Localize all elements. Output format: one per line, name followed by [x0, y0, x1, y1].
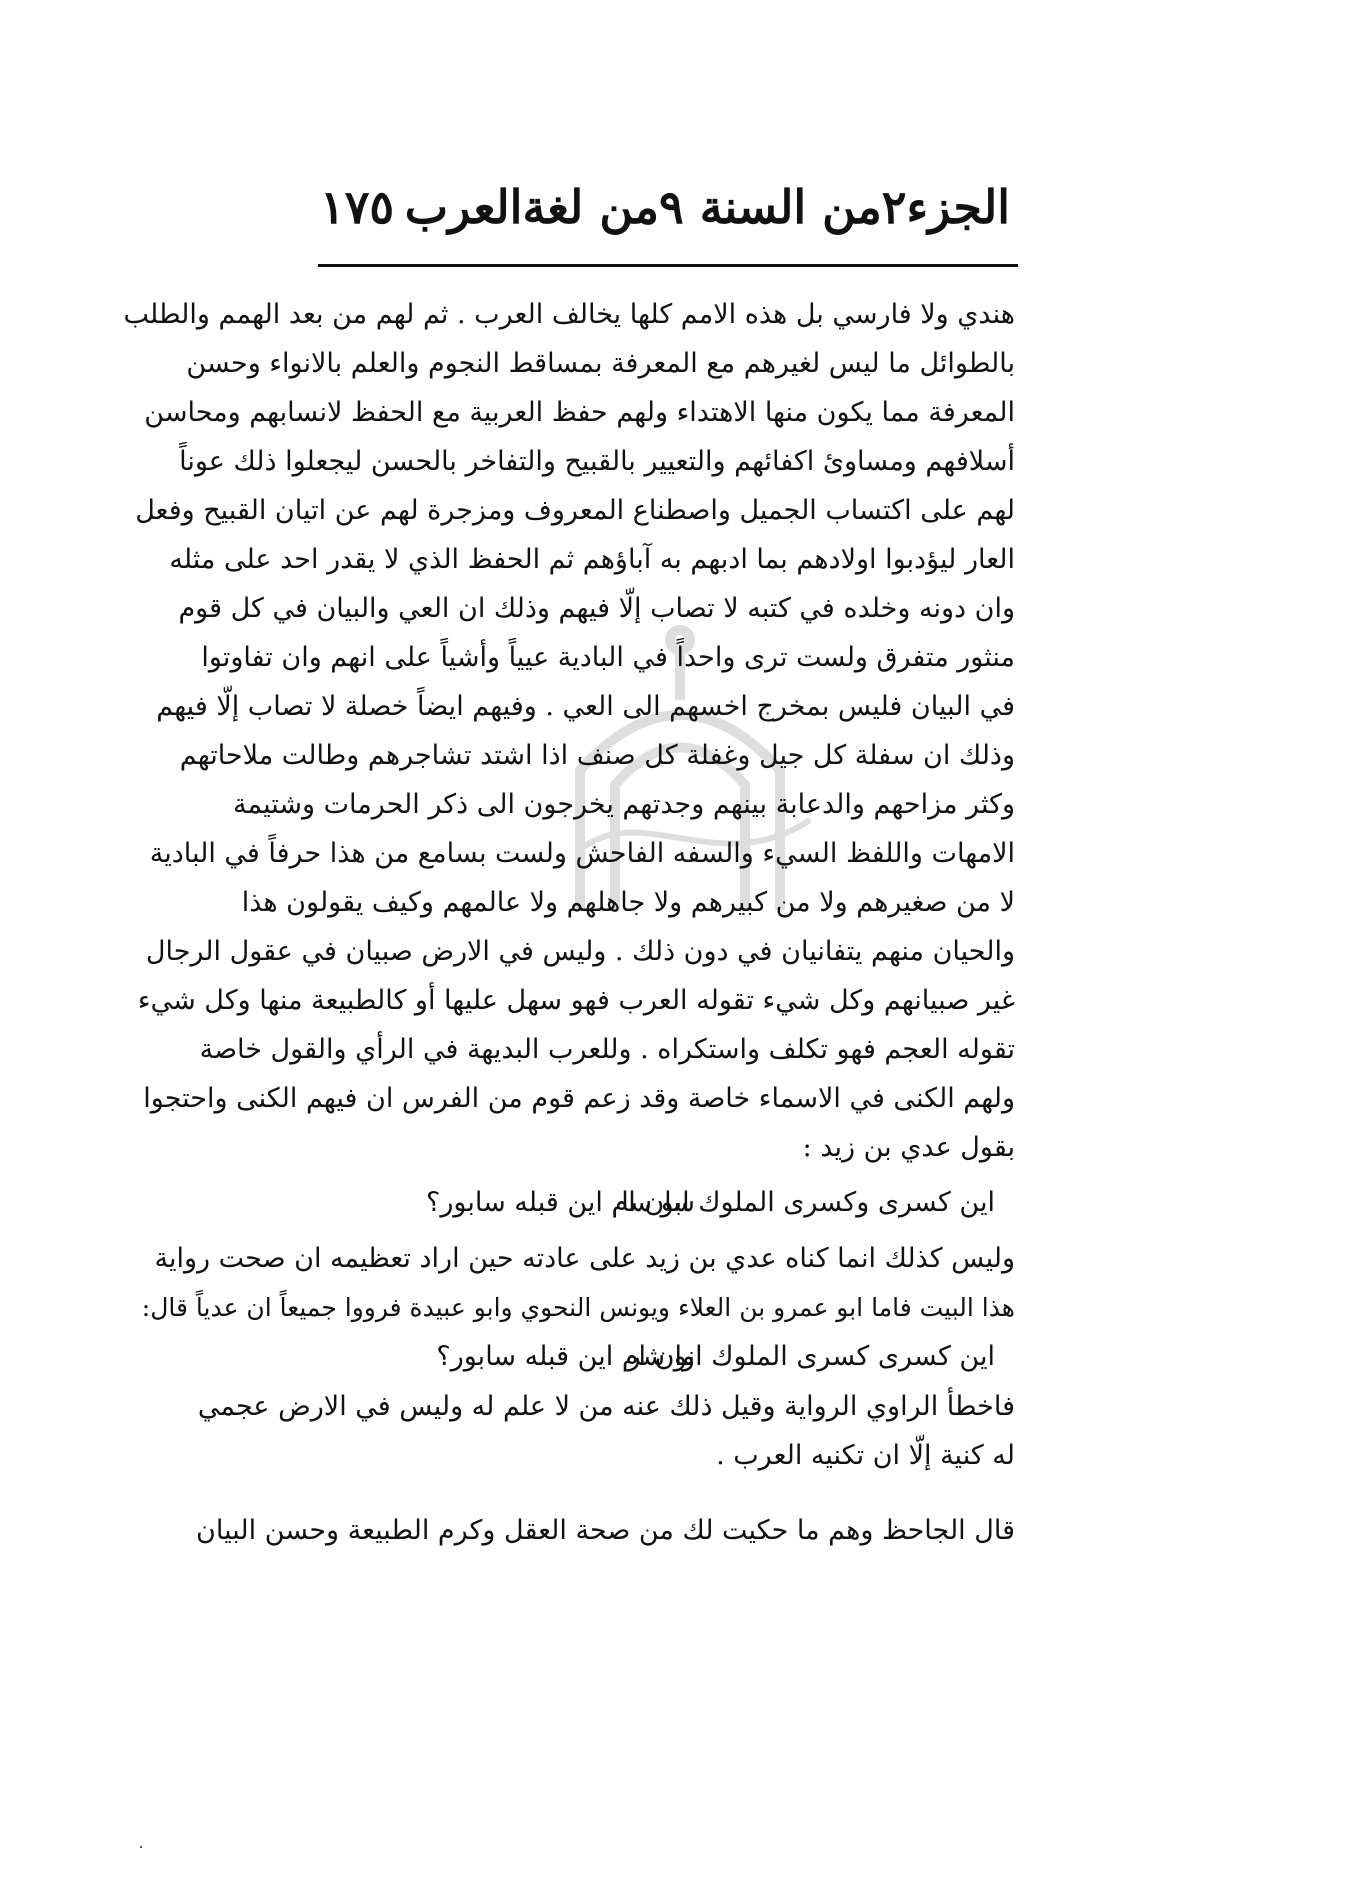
header-rule — [318, 264, 1018, 267]
paragraph-3 — [141, 1234, 1015, 1332]
paragraph-1 — [123, 290, 1015, 731]
verse-hemistich: اين كسرى كسرى الملوك انو شر — [627, 1341, 995, 1372]
text-line: وان دونه وخلده في كتبه لا تصاب إلّا فيهم وذلك ان العي والبيان في كل قوم — [178, 593, 1015, 624]
text-line: بقول عدي بن زيد : — [802, 1132, 1015, 1163]
text-line: ولهم الكنى في الاسماء خاصة وقد زعم قوم من الفرس ان فيهم الكنى واحتجوا — [143, 1083, 1015, 1114]
text-line: الامهات واللفظ السيء والسفه الفاحش ولست بسامع من هذا حرفاً في البادية — [149, 838, 1015, 869]
text-line: في البيان فليس بمخرج اخسهم الى العي . وفيهم ايضاً خصلة لا تصاب إلّا فيهم — [156, 691, 1015, 722]
page-number: ١٧٥ — [320, 180, 395, 234]
text-line: لهم على اكتساب الجميل واصطناع المعروف ومزجرة لهم عن اتيان القبيح وفعل — [135, 495, 1015, 526]
text-line: منثور متفرق ولست ترى واحداً في البادية عيياً وأشياً على انهم وان تفاوتوا — [201, 642, 1015, 673]
text-line: غير صبيانهم وكل شيء تقوله العرب فهو سهل عليها أو كالطبيعة منها وكل شيء — [137, 985, 1015, 1016]
poem-verse-2 — [325, 1332, 1015, 1382]
text-line: المعرفة مما يكون منها الاهتداء ولهم حفظ العربية مع الحفظ لانسابهم ومحاسن — [144, 397, 1015, 428]
verse-hemistich: وان ام اين قبله سابور؟ — [436, 1341, 695, 1372]
text-line: والحيان منهم يتفانيان في دون ذلك . وليس في الارض صبيان في عقول الرجال — [145, 936, 1015, 967]
poem-verse-1 — [325, 1172, 1015, 1234]
page-header — [320, 180, 1010, 250]
page-body — [123, 290, 1015, 1555]
text-line: وليس كذلك انما كناه عدي بن زيد على عادته حين اراد تعظيمه ان صحت رواية — [154, 1243, 1015, 1274]
text-line: لا من صغيرهم ولا من كبيرهم ولا جاهلهم ولا عالمهم وكيف يقولون هذا — [241, 887, 1015, 918]
verse-hemistich: اين كسرى وكسرى الملوك ابو سا — [621, 1187, 995, 1218]
text-line: هندي ولا فارسي بل هذه الامم كلها يخالف العرب . ثم لهم من بعد الهمم والطلب — [123, 299, 1015, 330]
text-line: تقوله العجم فهو تكلف واستكراه . وللعرب البديهة في الرأي والقول خاصة — [199, 1034, 1015, 1065]
scan-speck — [140, 1846, 142, 1848]
paragraph-5 — [196, 1506, 1015, 1555]
paragraph-4 — [197, 1382, 1015, 1480]
text-line: هذا البيت فاما ابو عمرو بن العلاء ويونس النحوي وابو عبيدة فرووا جميعاً ان عدياً قال: — [141, 1293, 1015, 1322]
text-line: العار ليؤدبوا اولادهم بما ادبهم به آباؤهم ثم الحفظ الذي لا يقدر احد على مثله — [169, 544, 1015, 575]
text-line: فاخطأ الراوي الرواية وقيل ذلك عنه من لا علم له وليس في الارض عجمي — [197, 1391, 1015, 1422]
text-line: له كنية إلّا ان تكنيه العرب . — [716, 1440, 1015, 1471]
text-line: وذلك ان سفلة كل جيل وغفلة كل صنف اذا اشتد تشاجرهم وطالت ملاحاتهم — [179, 740, 1015, 771]
running-title: الجزء٢من السنة ٩من لغةالعرب — [404, 180, 1010, 234]
verse-hemistich: سان ام اين قبله سابور؟ — [426, 1187, 695, 1218]
text-line: وكثر مزاحهم والدعابة بينهم وجدتهم يخرجون الى ذكر الحرمات وشتيمة — [233, 789, 1015, 820]
text-line: بالطوائل ما ليس لغيرهم مع المعرفة بمساقط النجوم والعلم بالانواء وحسن — [186, 348, 1015, 379]
paragraph-2 — [137, 731, 1015, 1172]
text-line: أسلافهم ومساوئ اكفائهم والتعيير بالقبيح والتفاخر بالحسن ليجعلوا ذلك عوناً — [179, 446, 1015, 477]
text-line: قال الجاحظ وهم ما حكيت لك من صحة العقل وكرم الطبيعة وحسن البيان — [196, 1515, 1015, 1546]
